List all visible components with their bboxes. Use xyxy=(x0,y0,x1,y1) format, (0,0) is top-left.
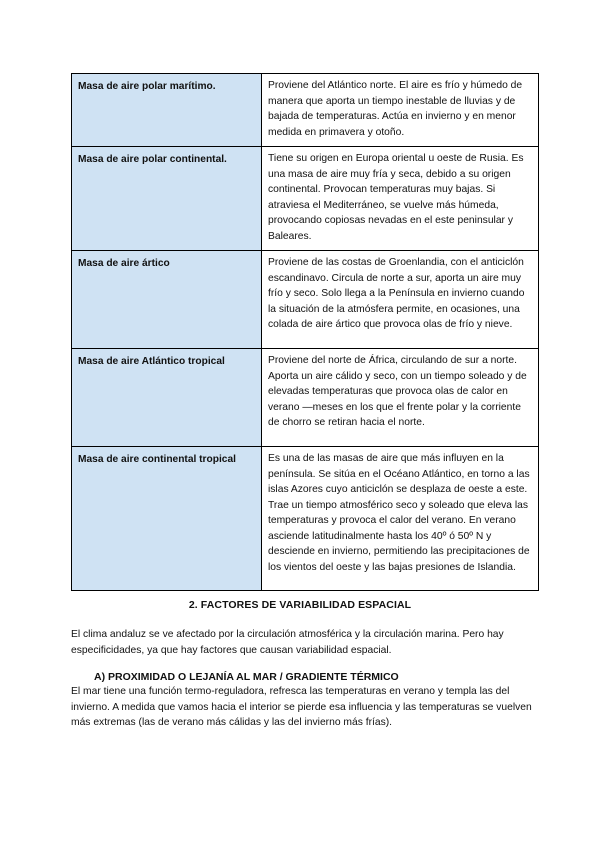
air-masses-table xyxy=(71,73,539,591)
table-row xyxy=(72,349,539,447)
table-row xyxy=(72,147,539,251)
air-mass-name: Masa de aire polar continental. xyxy=(72,147,262,251)
air-mass-description: Es una de las masas de aire que más influyen en la península. Se sitúa en el Océano Atlántico, en torno a las islas Azores cuyo anticiclón se desplaza de oeste a este. Trae un tiempo atmosférico seco y soleado que eleva las temperaturas y provoca el calor del verano. En verano asciende latitudinalmente hasta los 40º ó 50º N y desciende en invierno, permitiendo las precipitaciones de los vientos del oeste y las bajas presiones de Islandia. xyxy=(262,447,539,591)
air-mass-description: Tiene su origen en Europa oriental u oeste de Rusia. Es una masa de aire muy fría y seca, debido a su origen continental. Provocan temperaturas muy bajas. Si atraviesa el Mediterráneo, se vuelve más húmeda, provocando copiosas nevadas en el este peninsular y Baleares. xyxy=(262,147,539,251)
air-mass-name: Masa de aire ártico xyxy=(72,251,262,349)
table-row xyxy=(72,74,539,147)
air-mass-description: Proviene del Atlántico norte. El aire es frío y húmedo de manera que aporta un tiempo inestable de lluvias y de bajada de temperaturas. Actúa en invierno y en menor medida en primavera y otoño. xyxy=(262,74,539,147)
air-mass-name: Masa de aire polar marítimo. xyxy=(72,74,262,147)
air-mass-name: Masa de aire continental tropical xyxy=(72,447,262,591)
section-heading: 2. FACTORES DE VARIABILIDAD ESPACIAL xyxy=(188,599,412,611)
air-mass-name: Masa de aire Atlántico tropical xyxy=(72,349,262,447)
section-intro: El clima andaluz se ve afectado por la circulación atmosférica y la circulación marina. Pero hay especificidades, ya que hay factores que causan variabilidad espacial. xyxy=(71,629,504,656)
table-row xyxy=(72,251,539,349)
air-mass-description: Proviene del norte de África, circulando de sur a norte. Aporta un aire cálido y seco, con un tiempo soleado y de elevadas temperaturas que provoca olas de calor en verano —meses en los que el frente polar y la corriente de chorro se retiran hacia el norte. xyxy=(262,349,539,447)
subsection-body: El mar tiene una función termo-reguladora, refresca las temperaturas en verano y templa las del invierno. A medida que vamos hacia el interior se pierde esa influencia y las temperaturas se vuelven más extremas (las de verano más cálidas y las del invierno más frías). xyxy=(71,686,532,729)
air-mass-description: Proviene de las costas de Groenlandia, con el anticiclón escandinavo. Circula de norte a sur, aporta un aire muy frío y seco. Solo llega a la Península en invierno cuando la situación de la atmósfera permite, en ocasiones, una colada de aire ártico que provoca olas de frío y nieve. xyxy=(262,251,539,349)
subsection-heading: A) PROXIMIDAD O LEJANÍA AL MAR / GRADIENTE TÉRMICO xyxy=(94,671,399,683)
table-row xyxy=(72,447,539,591)
